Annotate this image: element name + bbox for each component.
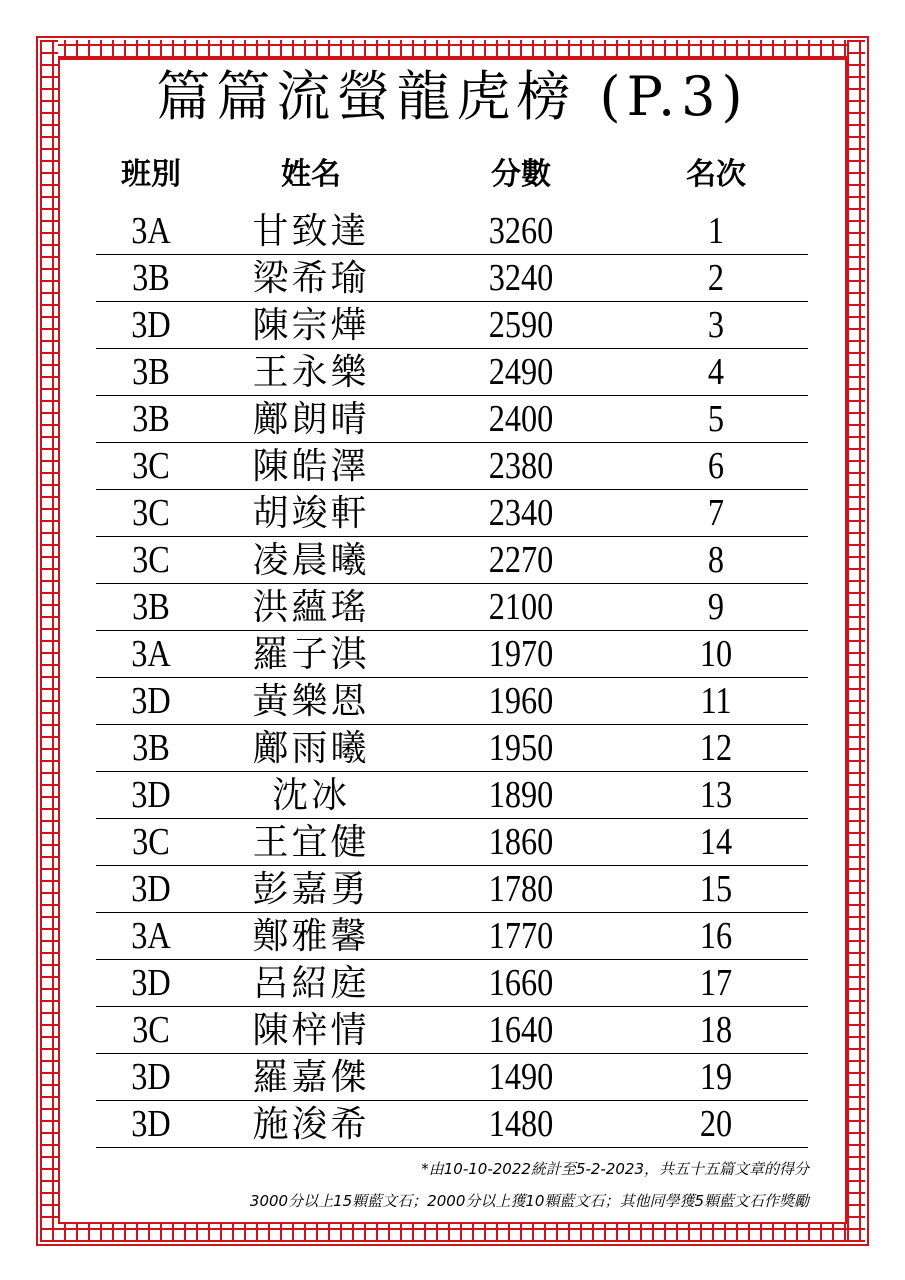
- cell-rank: 1: [707, 210, 725, 252]
- cell-class: 3C: [132, 539, 170, 581]
- cell-rank: 11: [700, 680, 732, 722]
- cell-rank: 2: [707, 257, 725, 299]
- cell-rank: 14: [699, 821, 733, 863]
- cell-score: 1640: [488, 1009, 554, 1051]
- header-name: 姓名: [281, 157, 341, 192]
- cell-class: 3D: [131, 774, 171, 816]
- header-score: 分數: [491, 157, 551, 192]
- cell-class: 3D: [131, 304, 171, 346]
- cell-name: 王宜健: [252, 822, 370, 863]
- footnote-rewards: 3000分以上15顆藍文石；2000分以上獲10顆藍文石；其他同學獲5顆藍文石作獎勵: [249, 1192, 809, 1210]
- cell-class: 3B: [132, 586, 170, 628]
- cell-name: 陳梓情: [252, 1010, 370, 1051]
- cell-score: 3260: [488, 210, 554, 252]
- cell-rank: 10: [699, 633, 733, 675]
- cell-score: 2590: [488, 304, 554, 346]
- cell-rank: 4: [707, 351, 725, 393]
- table-row: [96, 537, 808, 584]
- cell-rank: 19: [699, 1056, 733, 1098]
- table-row: [96, 349, 808, 396]
- cell-class: 3A: [131, 915, 171, 957]
- cell-score: 2490: [488, 351, 554, 393]
- table-row: [96, 631, 808, 678]
- cell-class: 3B: [132, 257, 170, 299]
- cell-score: 1770: [488, 915, 554, 957]
- cell-class: 3D: [131, 962, 171, 1004]
- cell-rank: 8: [707, 539, 725, 581]
- table-row: [96, 208, 808, 255]
- border-pattern-top: [40, 40, 865, 58]
- border-pattern-right: [847, 40, 865, 1242]
- cell-rank: 16: [699, 915, 733, 957]
- border-pattern-left: [40, 40, 58, 1242]
- table-row: [96, 490, 808, 537]
- cell-rank: 5: [707, 398, 725, 440]
- cell-name: 洪蘊瑤: [252, 587, 370, 628]
- cell-name: 施浚希: [252, 1104, 370, 1145]
- cell-class: 3A: [131, 210, 171, 252]
- table-row: [96, 302, 808, 349]
- cell-rank: 6: [707, 445, 725, 487]
- cell-name: 梁希瑜: [252, 258, 370, 299]
- cell-rank: 15: [699, 868, 733, 910]
- cell-score: 2100: [488, 586, 554, 628]
- cell-rank: 20: [699, 1103, 733, 1145]
- table-row: [96, 913, 808, 960]
- cell-class: 3A: [131, 633, 171, 675]
- cell-name: 黃樂恩: [252, 681, 370, 722]
- cell-score: 1960: [488, 680, 554, 722]
- cell-rank: 18: [699, 1009, 733, 1051]
- cell-rank: 7: [707, 492, 725, 534]
- cell-class: 3B: [132, 398, 170, 440]
- cell-score: 2270: [488, 539, 554, 581]
- cell-class: 3C: [132, 445, 170, 487]
- table-row: [96, 584, 808, 631]
- ranking-table: [96, 208, 808, 1148]
- cell-name: 鄭雅馨: [252, 916, 370, 957]
- table-row: [96, 725, 808, 772]
- cell-name: 陳皓澤: [252, 446, 370, 487]
- cell-score: 1660: [488, 962, 554, 1004]
- cell-score: 2380: [488, 445, 554, 487]
- table-row: [96, 255, 808, 302]
- cell-name: 甘致達: [252, 211, 370, 252]
- cell-rank: 12: [699, 727, 733, 769]
- table-row: [96, 772, 808, 819]
- cell-score: 1480: [488, 1103, 554, 1145]
- cell-name: 鄺朗晴: [252, 399, 370, 440]
- cell-class: 3D: [131, 868, 171, 910]
- cell-class: 3B: [132, 727, 170, 769]
- cell-name: 王永樂: [252, 352, 370, 393]
- cell-rank: 13: [699, 774, 733, 816]
- cell-name: 沈冰: [271, 775, 350, 816]
- cell-score: 1860: [488, 821, 554, 863]
- cell-score: 1780: [488, 868, 554, 910]
- cell-name: 呂紹庭: [252, 963, 370, 1004]
- cell-rank: 9: [707, 586, 725, 628]
- header-class: 班別: [121, 157, 181, 192]
- cell-score: 1970: [488, 633, 554, 675]
- table-row: [96, 866, 808, 913]
- cell-class: 3D: [131, 1056, 171, 1098]
- cell-score: 3240: [488, 257, 554, 299]
- cell-score: 1890: [488, 774, 554, 816]
- cell-name: 陳宗燁: [252, 305, 370, 346]
- cell-score: 1950: [488, 727, 554, 769]
- table-row: [96, 819, 808, 866]
- cell-name: 羅嘉傑: [252, 1057, 370, 1098]
- footnote-period: *由10-10-2022統計至5-2-2023，共五十五篇文章的得分: [421, 1160, 809, 1178]
- cell-class: 3B: [132, 351, 170, 393]
- border-pattern-bottom: [40, 1224, 865, 1242]
- cell-rank: 17: [699, 962, 733, 1004]
- cell-class: 3C: [132, 821, 170, 863]
- table-row: [96, 1101, 808, 1148]
- table-row: [96, 1007, 808, 1054]
- cell-name: 凌晨曦: [252, 540, 370, 581]
- cell-class: 3D: [131, 1103, 171, 1145]
- cell-score: 2400: [488, 398, 554, 440]
- cell-score: 2340: [488, 492, 554, 534]
- table-row: [96, 678, 808, 725]
- cell-class: 3D: [131, 680, 171, 722]
- table-row: [96, 960, 808, 1007]
- table-row: [96, 1054, 808, 1101]
- cell-rank: 3: [707, 304, 725, 346]
- cell-score: 1490: [488, 1056, 554, 1098]
- cell-name: 彭嘉勇: [252, 869, 370, 910]
- cell-name: 羅子淇: [252, 634, 370, 675]
- table-row: [96, 396, 808, 443]
- header-rank: 名次: [686, 157, 746, 192]
- table-row: [96, 443, 808, 490]
- page-title: 篇篇流螢龍虎榜 (P.3): [156, 65, 749, 128]
- cell-name: 鄺雨曦: [252, 728, 370, 769]
- cell-class: 3C: [132, 492, 170, 534]
- cell-name: 胡竣軒: [252, 493, 370, 534]
- cell-class: 3C: [132, 1009, 170, 1051]
